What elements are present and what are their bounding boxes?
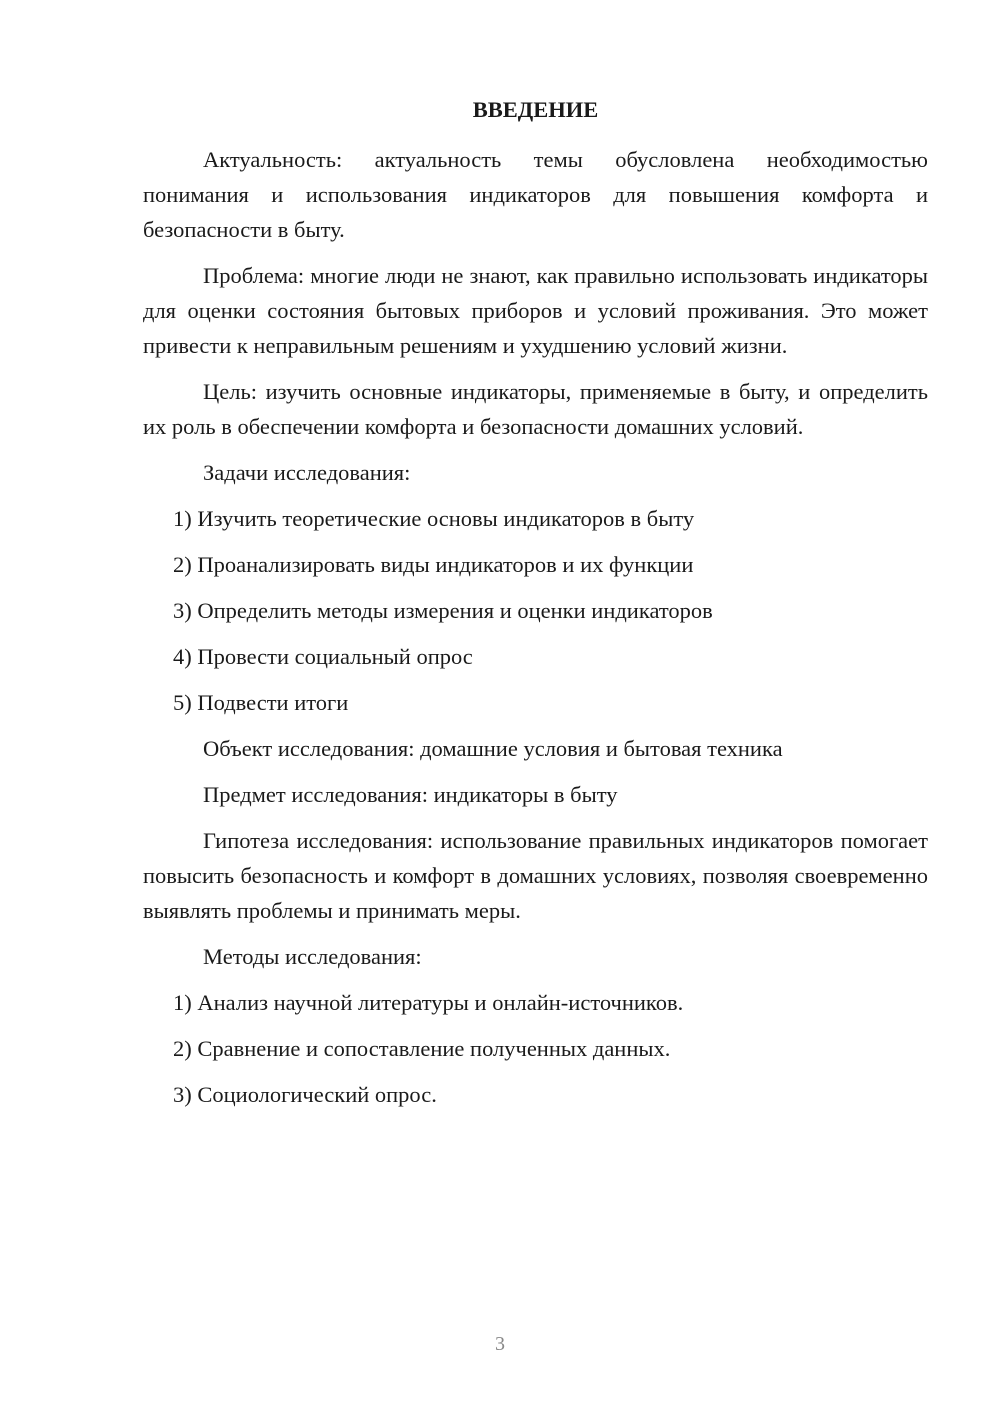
page-title: ВВЕДЕНИЕ (472, 97, 599, 122)
goal-paragraph: Цель: изучить основные индикаторы, применяемые в быту, и определить их роль в обеспечении комфорта и безопасности домашних условий. (143, 379, 928, 439)
task-item: 4) Провести социальный опрос (173, 644, 473, 669)
method-item: 1) Анализ научной литературы и онлайн-источников. (173, 990, 684, 1015)
task-item: 5) Подвести итоги (173, 690, 349, 715)
subject-line: Предмет исследования: индикаторы в быту (203, 782, 618, 807)
relevance-paragraph: Актуальность: актуальность темы обусловлена необходимостью понимания и использования индикаторов для повышения комфорта и безопасности в быту. (143, 147, 928, 242)
method-item: 3) Социологический опрос. (173, 1082, 437, 1107)
object-line: Объект исследования: домашние условия и бытовая техника (203, 736, 783, 761)
task-item: 2) Проанализировать виды индикаторов и их функции (173, 552, 694, 577)
hypothesis-paragraph: Гипотеза исследования: использование правильных индикаторов помогает повысить безопасность и комфорт в домашних условиях, позволяя своевременно выявлять проблемы и принимать меры. (143, 828, 928, 923)
tasks-heading: Задачи исследования: (203, 460, 411, 485)
page-number: 3 (495, 1333, 505, 1355)
method-item: 2) Сравнение и сопоставление полученных данных. (173, 1036, 671, 1061)
page-content (143, 95, 928, 1123)
task-item: 1) Изучить теоретические основы индикаторов в быту (173, 506, 695, 531)
problem-paragraph: Проблема: многие люди не знают, как правильно использовать индикаторы для оценки состояния бытовых приборов и условий проживания. Это может привести к неправильным решениям и ухудшению условий жизни. (143, 263, 928, 358)
task-item: 3) Определить методы измерения и оценки индикаторов (173, 598, 713, 623)
methods-heading: Методы исследования: (203, 944, 422, 969)
